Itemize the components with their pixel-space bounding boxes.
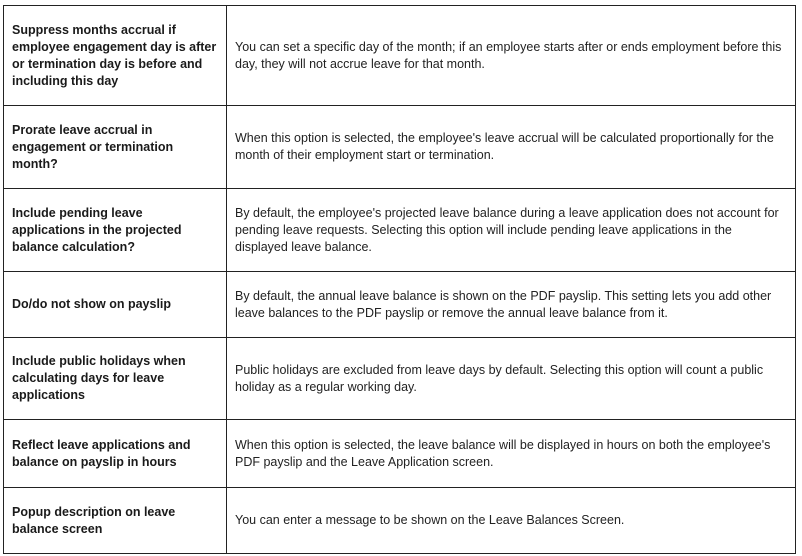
setting-description: You can enter a message to be shown on the Leave Balances Screen. bbox=[227, 488, 796, 554]
table-row bbox=[4, 488, 796, 554]
setting-description: Public holidays are excluded from leave days by default. Selecting this option will count a public holiday as a regular working day. bbox=[227, 338, 796, 420]
setting-name: Reflect leave applications and balance on payslip in hours bbox=[4, 420, 227, 488]
table-row bbox=[4, 106, 796, 189]
leave-settings-table bbox=[3, 5, 796, 554]
table-row bbox=[4, 420, 796, 488]
table-row bbox=[4, 272, 796, 338]
setting-name: Suppress months accrual if employee engagement day is after or termination day is before and including this day bbox=[4, 6, 227, 106]
setting-name: Do/do not show on payslip bbox=[4, 272, 227, 338]
setting-description: When this option is selected, the employee's leave accrual will be calculated proportionally for the month of their employment start or termination. bbox=[227, 106, 796, 189]
setting-description: By default, the annual leave balance is shown on the PDF payslip. This setting lets you add other leave balances to the PDF payslip or remove the annual leave balance from it. bbox=[227, 272, 796, 338]
table-row bbox=[4, 189, 796, 272]
table-row bbox=[4, 6, 796, 106]
setting-description: You can set a specific day of the month; if an employee starts after or ends employment before this day, they will not accrue leave for that month. bbox=[227, 6, 796, 106]
table-row bbox=[4, 338, 796, 420]
setting-name: Prorate leave accrual in engagement or termination month? bbox=[4, 106, 227, 189]
setting-description: When this option is selected, the leave balance will be displayed in hours on both the employee's PDF payslip and the Leave Application screen. bbox=[227, 420, 796, 488]
setting-name: Include public holidays when calculating days for leave applications bbox=[4, 338, 227, 420]
setting-name: Include pending leave applications in the projected balance calculation? bbox=[4, 189, 227, 272]
setting-name: Popup description on leave balance screen bbox=[4, 488, 227, 554]
setting-description: By default, the employee's projected leave balance during a leave application does not account for pending leave requests. Selecting this option will include pending leave applications in the displayed leave balance. bbox=[227, 189, 796, 272]
